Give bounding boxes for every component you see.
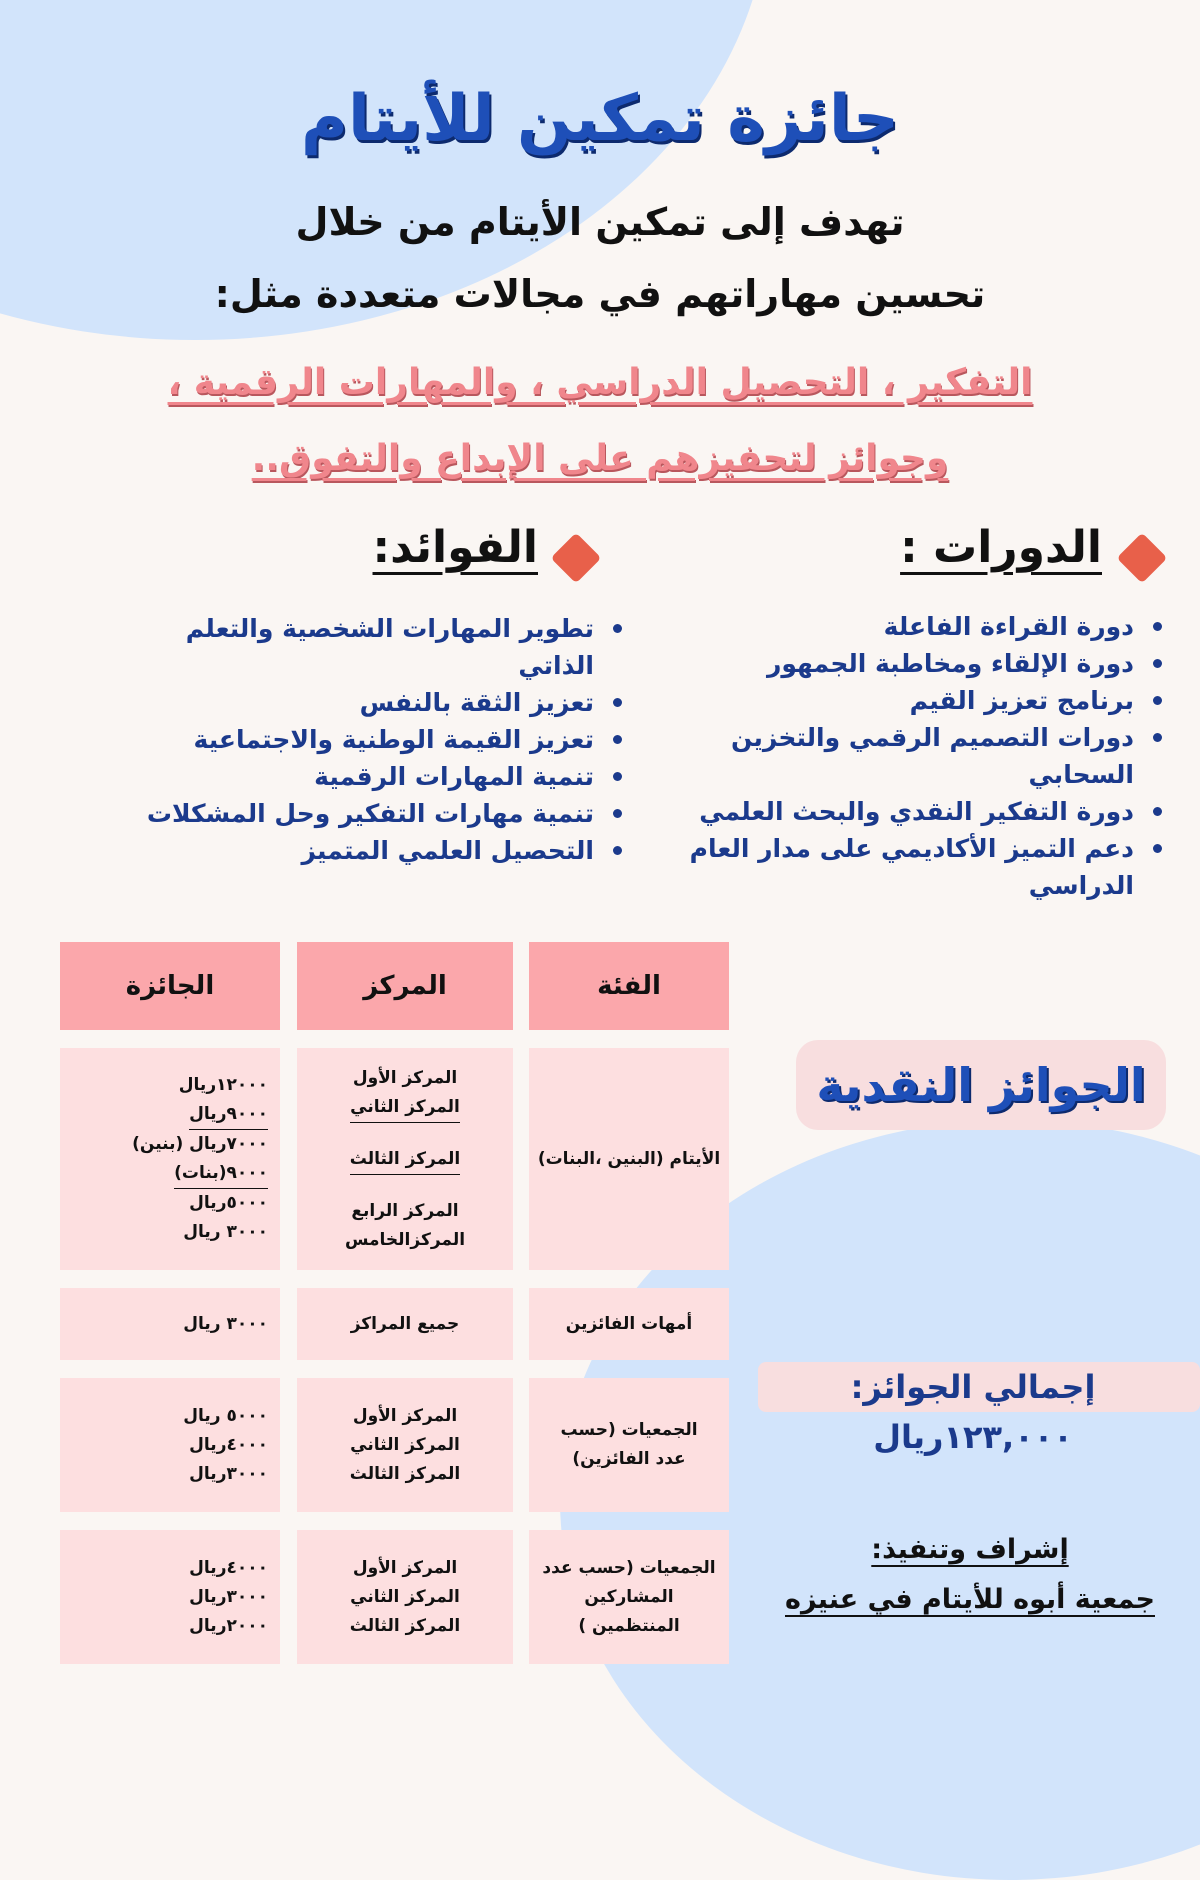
supervision-org: جمعية أبوه للأيتام في عنيزه	[785, 1584, 1155, 1615]
table-cell-places	[297, 1378, 513, 1512]
total-prizes: إجمالي الجوائز: ١٢٣,٠٠٠ريال	[850, 1368, 1096, 1456]
prize-label: ٥٠٠٠ ريال	[183, 1405, 268, 1426]
header-category: الفئة	[529, 942, 729, 1030]
prize-label: ٩٠٠٠(بنات)	[174, 1159, 268, 1189]
table-cell-category: أمهات الفائزين	[529, 1288, 729, 1360]
place-label: المركز الثالث	[350, 1145, 460, 1175]
course-item: برنامج تعزيز القيم	[688, 682, 1168, 719]
table-cell-prizes	[60, 1530, 280, 1664]
table-cell-places	[297, 1048, 513, 1270]
courses-list	[688, 608, 1168, 904]
benefits-list	[128, 610, 628, 869]
place-label: المركز الأول	[352, 1405, 458, 1426]
table-cell-places	[297, 1530, 513, 1664]
table-cell-prizes	[60, 1048, 280, 1270]
prize-label: ٣٠٠٠ريال	[189, 1463, 268, 1484]
prize-label: ٤٠٠٠ريال	[189, 1557, 268, 1578]
prize-label: ١٢٠٠٠ريال	[178, 1075, 268, 1095]
benefit-item: تعزيز القيمة الوطنية والاجتماعية	[128, 721, 628, 758]
header-prize: الجائزة	[60, 942, 280, 1030]
highlight-line-2: وجوائز لتحفيزهم على الإبداع والتفوق..	[251, 438, 949, 479]
table-cell-category: الجمعيات (حسب عدد المشاركين المنتظمين )	[529, 1530, 729, 1664]
prize-label: ٤٠٠٠ريال	[189, 1434, 268, 1455]
place-label: المركز الثاني	[350, 1093, 460, 1123]
benefit-item: التحصيل العلمي المتميز	[128, 832, 628, 869]
prize-label: ٢٠٠٠ريال	[189, 1615, 268, 1636]
course-item: دورة القراءة الفاعلة	[688, 608, 1168, 645]
course-item: دعم التميز الأكاديمي على مدار العام الدراسي	[688, 830, 1168, 904]
highlight-line-1: التفكير ، التحصيل الدراسي ، والمهارات الرقمية ،	[167, 362, 1033, 403]
benefits-title: الفوائد:	[372, 522, 538, 573]
benefit-item: تعزيز الثقة بالنفس	[128, 684, 628, 721]
prize-label: ٩٠٠٠ريال	[189, 1100, 268, 1130]
course-item: دورة التفكير النقدي والبحث العلمي	[688, 793, 1168, 830]
course-item: دورات التصميم الرقمي والتخزين السحابي	[688, 719, 1168, 793]
place-label: المركز الثالث	[349, 1615, 461, 1636]
prize-label: ٧٠٠٠ريال (بنين)	[132, 1134, 268, 1154]
place-label: المركز الثاني	[350, 1586, 460, 1607]
benefit-item: تنمية المهارات الرقمية	[128, 758, 628, 795]
course-item: دورة الإلقاء ومخاطبة الجمهور	[688, 645, 1168, 682]
place-label: المركز الثالث	[349, 1463, 461, 1484]
place-label: المركزالخامس	[344, 1229, 466, 1250]
header-place: المركز	[297, 942, 513, 1030]
benefit-item: تطوير المهارات الشخصية والتعلم الذاتي	[128, 610, 628, 684]
place-label: المركز الرابع	[351, 1200, 459, 1221]
courses-diamond-icon	[1117, 533, 1168, 584]
prize-label: ٣٠٠٠ ريال	[183, 1222, 268, 1242]
page-title: جائزة تمكين للأيتام	[301, 82, 899, 156]
table-cell-places: جميع المراكز	[297, 1288, 513, 1360]
courses-title: الدورات :	[900, 522, 1102, 573]
supervision-label: إشراف وتنفيذ:	[871, 1534, 1069, 1565]
benefits-diamond-icon	[551, 533, 602, 584]
place-label: المركز الأول	[352, 1557, 458, 1578]
prize-label: ٥٠٠٠ريال	[189, 1193, 268, 1213]
intro-line-1: تهدف إلى تمكين الأيتام من خلال	[295, 200, 905, 244]
table-cell-category: الأيتام (البنين ،البنات)	[529, 1048, 729, 1270]
table-cell-prizes	[60, 1378, 280, 1512]
place-label: المركز الثاني	[350, 1434, 460, 1455]
table-cell-category: الجمعيات (حسب عدد الفائزين)	[529, 1378, 729, 1512]
place-label: المركز الأول	[352, 1067, 458, 1088]
table-cell-prizes: ٣٠٠٠ ريال	[60, 1288, 280, 1360]
prize-label: ٣٠٠٠ريال	[189, 1586, 268, 1607]
cash-prizes-title: الجوائز النقدية	[816, 1058, 1146, 1112]
benefit-item: تنمية مهارات التفكير وحل المشكلات	[128, 795, 628, 832]
intro-line-2: تحسين مهاراتهم في مجالات متعددة مثل:	[214, 272, 986, 316]
